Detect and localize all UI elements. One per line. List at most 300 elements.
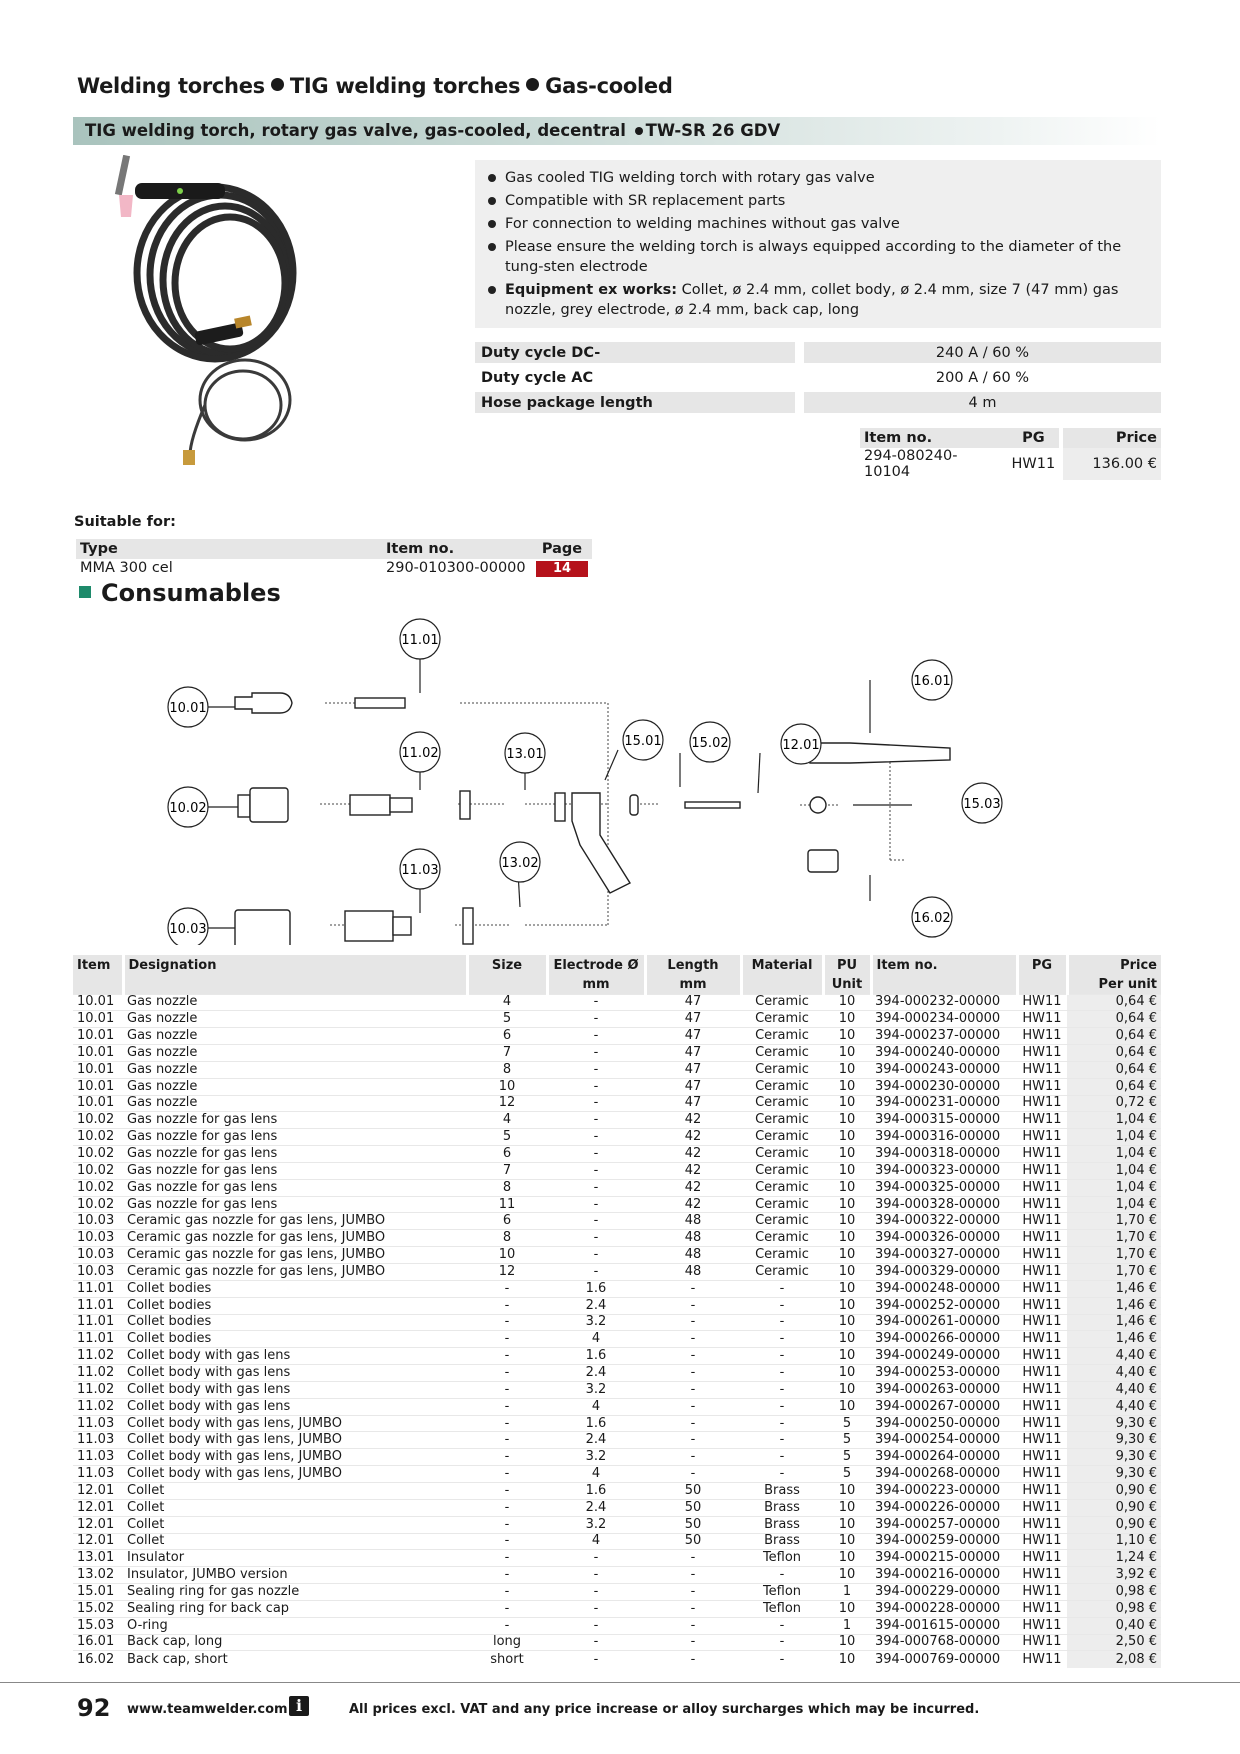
callout-bubble	[912, 660, 952, 700]
cell-length: 42	[645, 1146, 741, 1163]
col-header-price: Price	[1067, 955, 1161, 975]
table-row	[73, 1533, 1161, 1550]
cell-pg: HW11	[1017, 1331, 1067, 1348]
cell-length: 50	[645, 1482, 741, 1499]
cell-material: -	[741, 1398, 823, 1415]
feature-list	[485, 168, 1149, 320]
consumables-diagram	[160, 615, 1080, 945]
cell-item-no: 394-000327-00000	[871, 1247, 1017, 1264]
cell-size: 12	[467, 1095, 547, 1112]
cell-pg: HW11	[1017, 1213, 1067, 1230]
cell-material: -	[741, 1567, 823, 1584]
cell-length: 47	[645, 1011, 741, 1028]
cell-price: 4,40 €	[1067, 1365, 1161, 1382]
cell-pu: 10	[823, 1365, 871, 1382]
table-row	[73, 994, 1161, 1011]
cell-item-no: 394-000215-00000	[871, 1550, 1017, 1567]
cell-item-no: 394-000248-00000	[871, 1280, 1017, 1297]
table-row	[73, 1314, 1161, 1331]
cell-pu: 10	[823, 1651, 871, 1668]
cell-price: 4,40 €	[1067, 1381, 1161, 1398]
cell-pu: 10	[823, 1482, 871, 1499]
table-row	[73, 1247, 1161, 1264]
cell-material: Ceramic	[741, 1162, 823, 1179]
callout-bubble	[962, 783, 1002, 823]
table-row	[73, 1365, 1161, 1382]
cell-size: 10	[467, 1078, 547, 1095]
part-back-cap-long	[810, 743, 950, 763]
cell-length: 47	[645, 1078, 741, 1095]
order-header-pg: PG	[1008, 428, 1062, 448]
cell-pg: HW11	[1017, 1146, 1067, 1163]
cell-electrode: 1.6	[547, 1348, 645, 1365]
cell-designation: Gas nozzle	[123, 1095, 467, 1112]
cell-pu: 1	[823, 1584, 871, 1601]
cell-item: 11.01	[73, 1331, 123, 1348]
cell-electrode: 3.2	[547, 1381, 645, 1398]
cell-material: Ceramic	[741, 1095, 823, 1112]
cell-length: -	[645, 1331, 741, 1348]
cell-electrode: -	[547, 1230, 645, 1247]
cell-item: 15.01	[73, 1584, 123, 1601]
feature-item: Please ensure the welding torch is always equipped according to the diameter of the tung-sten electrode	[485, 237, 1149, 277]
cell-length: 42	[645, 1129, 741, 1146]
table-row	[73, 1499, 1161, 1516]
cell-price: 0,90 €	[1067, 1482, 1161, 1499]
website-link[interactable]: www.teamwelder.com	[127, 1702, 288, 1717]
cell-size: -	[467, 1550, 547, 1567]
cell-pu: 10	[823, 1348, 871, 1365]
cell-size: long	[467, 1634, 547, 1651]
cell-designation: Back cap, short	[123, 1651, 467, 1668]
cell-price: 0,64 €	[1067, 994, 1161, 1011]
cell-pu: 10	[823, 1129, 871, 1146]
cell-electrode: -	[547, 1095, 645, 1112]
suitable-item-number: 290-010300-00000	[386, 560, 526, 576]
spec-table	[475, 338, 1161, 417]
cell-size: 6	[467, 1213, 547, 1230]
cell-pu: 10	[823, 994, 871, 1011]
cell-price: 0,98 €	[1067, 1584, 1161, 1601]
cell-size: 5	[467, 1129, 547, 1146]
table-row	[73, 1381, 1161, 1398]
cell-length: -	[645, 1381, 741, 1398]
cell-item: 10.01	[73, 1011, 123, 1028]
cell-pu: 10	[823, 1398, 871, 1415]
cell-electrode: -	[547, 1196, 645, 1213]
section-square-icon	[79, 586, 91, 598]
cell-length: 42	[645, 1112, 741, 1129]
col-header-item: Item	[73, 955, 123, 975]
table-row	[73, 1432, 1161, 1449]
cell-item-no: 394-000316-00000	[871, 1129, 1017, 1146]
table-row	[73, 1651, 1161, 1668]
cell-item: 10.03	[73, 1247, 123, 1264]
table-row	[73, 1331, 1161, 1348]
table-row	[73, 1584, 1161, 1601]
cell-electrode: 2.4	[547, 1297, 645, 1314]
col-unit-electrode: mm	[547, 975, 645, 994]
parts-table-body	[73, 994, 1161, 1668]
cell-pu: 10	[823, 1381, 871, 1398]
cell-electrode: -	[547, 1550, 645, 1567]
cell-designation: Collet body with gas lens, JUMBO	[123, 1449, 467, 1466]
callout-bubble	[781, 724, 821, 764]
footer-divider	[0, 1682, 1240, 1683]
cell-designation: Collet bodies	[123, 1297, 467, 1314]
table-row	[73, 1617, 1161, 1634]
cell-item-no: 394-000769-00000	[871, 1651, 1017, 1668]
cell-length: -	[645, 1398, 741, 1415]
cell-item: 11.01	[73, 1280, 123, 1297]
cell-item-no: 394-000263-00000	[871, 1381, 1017, 1398]
cell-size: -	[467, 1331, 547, 1348]
callout-label: 11.01	[401, 633, 439, 648]
cell-size: 6	[467, 1028, 547, 1045]
cell-pu: 10	[823, 1196, 871, 1213]
cell-size: -	[467, 1449, 547, 1466]
cell-material: Teflon	[741, 1600, 823, 1617]
cell-designation: Gas nozzle	[123, 994, 467, 1011]
table-row	[73, 1213, 1161, 1230]
consumables-heading: Consumables	[79, 579, 281, 607]
bullet-separator-icon	[635, 127, 643, 135]
cell-price: 0,64 €	[1067, 1045, 1161, 1062]
cell-designation: Collet body with gas lens, JUMBO	[123, 1432, 467, 1449]
spec-label: Duty cycle AC	[481, 369, 594, 386]
callout-label: 10.02	[169, 801, 207, 816]
cell-size: 7	[467, 1045, 547, 1062]
cell-price: 9,30 €	[1067, 1466, 1161, 1483]
cell-item-no: 394-000229-00000	[871, 1584, 1017, 1601]
cell-pg: HW11	[1017, 1112, 1067, 1129]
callout-label: 15.01	[624, 734, 662, 749]
breadcrumb-item: Welding torches	[77, 74, 265, 98]
cell-size: -	[467, 1381, 547, 1398]
cell-pg: HW11	[1017, 1264, 1067, 1281]
cell-length: 47	[645, 1061, 741, 1078]
cell-length: -	[645, 1348, 741, 1365]
cell-electrode: -	[547, 1264, 645, 1281]
cell-size: 8	[467, 1061, 547, 1078]
cell-size: 7	[467, 1162, 547, 1179]
price-disclaimer: All prices excl. VAT and any price increase or alloy surcharges which may be incurred.	[349, 1702, 980, 1717]
cell-item-no: 394-000243-00000	[871, 1061, 1017, 1078]
cell-size: 12	[467, 1264, 547, 1281]
cell-material: Ceramic	[741, 1179, 823, 1196]
cell-item: 11.02	[73, 1365, 123, 1382]
cell-price: 1,04 €	[1067, 1179, 1161, 1196]
cell-material: -	[741, 1466, 823, 1483]
cell-price: 2,08 €	[1067, 1651, 1161, 1668]
gas-hose-end	[190, 405, 205, 455]
cell-material: -	[741, 1415, 823, 1432]
bullet-separator-icon	[526, 78, 539, 91]
part-gas-nozzle-gas-lens	[250, 788, 288, 822]
cell-electrode: -	[547, 1028, 645, 1045]
cell-item: 13.02	[73, 1567, 123, 1584]
cell-pu: 5	[823, 1466, 871, 1483]
cell-pu: 10	[823, 1045, 871, 1062]
cell-pg: HW11	[1017, 1230, 1067, 1247]
cell-pu: 10	[823, 1213, 871, 1230]
table-row	[73, 1061, 1161, 1078]
cell-item: 10.01	[73, 1095, 123, 1112]
cell-designation: Collet bodies	[123, 1331, 467, 1348]
gas-connector	[183, 450, 195, 465]
cell-pg: HW11	[1017, 1045, 1067, 1062]
cell-price: 0,64 €	[1067, 1078, 1161, 1095]
table-row	[73, 1516, 1161, 1533]
table-row	[73, 1449, 1161, 1466]
cell-price: 4,40 €	[1067, 1348, 1161, 1365]
cell-designation: Collet bodies	[123, 1280, 467, 1297]
suitable-header-item: Item no.	[382, 539, 532, 559]
cell-material: Ceramic	[741, 1011, 823, 1028]
cell-size: 4	[467, 1112, 547, 1129]
col-unit-pu: Unit	[823, 975, 871, 994]
cell-size: 8	[467, 1179, 547, 1196]
col-header-electrode: Electrode Ø	[547, 955, 645, 975]
cell-length: -	[645, 1617, 741, 1634]
cell-length: 42	[645, 1179, 741, 1196]
cell-item-no: 394-000226-00000	[871, 1499, 1017, 1516]
cell-price: 1,10 €	[1067, 1533, 1161, 1550]
col-header-length: Length	[645, 955, 741, 975]
cell-size: -	[467, 1280, 547, 1297]
cell-pg: HW11	[1017, 1499, 1067, 1516]
cell-item-no: 394-000326-00000	[871, 1230, 1017, 1247]
table-row	[73, 1600, 1161, 1617]
cell-item-no: 394-000237-00000	[871, 1028, 1017, 1045]
cell-pg: HW11	[1017, 1095, 1067, 1112]
cell-designation: Gas nozzle for gas lens	[123, 1179, 467, 1196]
table-row	[73, 1466, 1161, 1483]
callout-bubble	[505, 733, 545, 773]
cell-item-no: 394-000259-00000	[871, 1533, 1017, 1550]
cell-item-no: 394-000268-00000	[871, 1466, 1017, 1483]
table-row	[73, 1634, 1161, 1651]
cell-length: -	[645, 1314, 741, 1331]
cell-length: -	[645, 1280, 741, 1297]
callout-label: 13.01	[506, 747, 544, 762]
cell-length: -	[645, 1651, 741, 1668]
cell-size: 8	[467, 1230, 547, 1247]
spec-value: 4 m	[804, 392, 1161, 413]
cell-electrode: 3.2	[547, 1314, 645, 1331]
cell-item: 10.03	[73, 1230, 123, 1247]
col-header-item-no: Item no.	[871, 955, 1017, 975]
cell-designation: Collet body with gas lens, JUMBO	[123, 1466, 467, 1483]
cell-designation: Gas nozzle	[123, 1078, 467, 1095]
cell-material: -	[741, 1280, 823, 1297]
cell-item-no: 394-000253-00000	[871, 1365, 1017, 1382]
cell-pu: 10	[823, 1550, 871, 1567]
cell-size: -	[467, 1600, 547, 1617]
cell-pg: HW11	[1017, 1651, 1067, 1668]
cell-item-no: 394-000234-00000	[871, 1011, 1017, 1028]
cell-item: 10.03	[73, 1264, 123, 1281]
spec-value: 240 A / 60 %	[804, 342, 1161, 363]
cell-length: 42	[645, 1162, 741, 1179]
cell-material: Ceramic	[741, 1045, 823, 1062]
cell-size: -	[467, 1516, 547, 1533]
suitable-header-type: Type	[76, 539, 382, 559]
cell-item-no: 394-000228-00000	[871, 1600, 1017, 1617]
cell-price: 1,04 €	[1067, 1129, 1161, 1146]
cell-price: 9,30 €	[1067, 1415, 1161, 1432]
cell-electrode: -	[547, 1584, 645, 1601]
suitable-table	[76, 539, 592, 577]
table-row	[73, 1230, 1161, 1247]
cell-item-no: 394-000315-00000	[871, 1112, 1017, 1129]
cell-price: 1,24 €	[1067, 1550, 1161, 1567]
torch-valve-indicator	[177, 188, 183, 194]
cell-material: Brass	[741, 1516, 823, 1533]
table-row	[73, 1264, 1161, 1281]
cell-pu: 10	[823, 1533, 871, 1550]
suitable-header-page: Page	[532, 539, 592, 559]
cell-designation: O-ring	[123, 1617, 467, 1634]
part-gas-nozzle-gas-lens	[238, 795, 250, 817]
spec-value: 200 A / 60 %	[935, 369, 1030, 386]
cell-designation: Sealing ring for gas nozzle	[123, 1584, 467, 1601]
part-insulator-jumbo	[463, 908, 473, 944]
cell-item: 10.02	[73, 1112, 123, 1129]
cell-electrode: -	[547, 1651, 645, 1668]
table-row	[73, 1482, 1161, 1499]
cell-pg: HW11	[1017, 1179, 1067, 1196]
breadcrumb	[77, 74, 673, 98]
cell-electrode: 1.6	[547, 1482, 645, 1499]
cell-length: -	[645, 1432, 741, 1449]
cell-material: Ceramic	[741, 1230, 823, 1247]
cell-price: 1,04 €	[1067, 1146, 1161, 1163]
suitable-type: MMA 300 cel	[80, 560, 173, 576]
feature-list-box	[475, 160, 1161, 328]
cell-material: Ceramic	[741, 1247, 823, 1264]
cell-electrode: -	[547, 1129, 645, 1146]
cell-size: -	[467, 1567, 547, 1584]
cell-electrode: -	[547, 1112, 645, 1129]
cell-designation: Collet body with gas lens	[123, 1365, 467, 1382]
cell-pg: HW11	[1017, 1449, 1067, 1466]
cell-electrode: 1.6	[547, 1415, 645, 1432]
cell-pg: HW11	[1017, 994, 1067, 1011]
cell-price: 1,70 €	[1067, 1213, 1161, 1230]
parts-table	[73, 955, 1161, 1668]
cell-item-no: 394-000261-00000	[871, 1314, 1017, 1331]
cell-item: 16.02	[73, 1651, 123, 1668]
cell-item: 10.02	[73, 1196, 123, 1213]
cell-item-no: 394-000252-00000	[871, 1297, 1017, 1314]
cell-length: -	[645, 1415, 741, 1432]
part-collet-body-gas-lens	[390, 798, 412, 812]
cell-price: 0,40 €	[1067, 1617, 1161, 1634]
cell-pu: 10	[823, 1230, 871, 1247]
cell-material: Teflon	[741, 1584, 823, 1601]
cell-size: -	[467, 1415, 547, 1432]
cell-pg: HW11	[1017, 1365, 1067, 1382]
table-row	[73, 1179, 1161, 1196]
cell-length: 48	[645, 1213, 741, 1230]
cell-pg: HW11	[1017, 1196, 1067, 1213]
col-unit-price: Per unit	[1067, 975, 1161, 994]
col-header-pg: PG	[1017, 955, 1067, 975]
callout-label: 12.01	[782, 738, 820, 753]
cell-item: 11.03	[73, 1415, 123, 1432]
cell-pg: HW11	[1017, 1028, 1067, 1045]
cell-material: Ceramic	[741, 1196, 823, 1213]
cell-length: -	[645, 1297, 741, 1314]
cell-electrode: -	[547, 994, 645, 1011]
cell-designation: Collet body with gas lens	[123, 1348, 467, 1365]
cell-material: Ceramic	[741, 1078, 823, 1095]
cell-designation: Gas nozzle for gas lens	[123, 1162, 467, 1179]
cell-material: Ceramic	[741, 994, 823, 1011]
cell-designation: Collet	[123, 1516, 467, 1533]
cell-length: -	[645, 1634, 741, 1651]
cell-material: Ceramic	[741, 1264, 823, 1281]
callout-bubble	[912, 897, 952, 937]
cell-item: 16.01	[73, 1634, 123, 1651]
cell-pu: 10	[823, 1179, 871, 1196]
spec-label: Duty cycle DC-	[475, 342, 795, 363]
cell-item-no: 394-000267-00000	[871, 1398, 1017, 1415]
callout-label: 15.03	[963, 797, 1001, 812]
order-header-item: Item no.	[860, 428, 1008, 448]
cell-length: 50	[645, 1499, 741, 1516]
cell-price: 3,92 €	[1067, 1567, 1161, 1584]
part-torch-head	[572, 793, 630, 893]
cell-length: 47	[645, 1028, 741, 1045]
cell-electrode: 4	[547, 1466, 645, 1483]
col-header-size: Size	[467, 955, 547, 975]
cell-size: -	[467, 1314, 547, 1331]
cell-material: Ceramic	[741, 1213, 823, 1230]
cell-electrode: 2.4	[547, 1365, 645, 1382]
cell-item: 11.01	[73, 1297, 123, 1314]
cell-length: 42	[645, 1196, 741, 1213]
cell-price: 1,04 €	[1067, 1162, 1161, 1179]
cell-material: -	[741, 1617, 823, 1634]
cell-size: -	[467, 1432, 547, 1449]
cell-price: 2,50 €	[1067, 1634, 1161, 1651]
cell-item: 10.01	[73, 994, 123, 1011]
cell-pg: HW11	[1017, 1381, 1067, 1398]
cell-material: Brass	[741, 1533, 823, 1550]
cell-material: -	[741, 1314, 823, 1331]
cell-pg: HW11	[1017, 1078, 1067, 1095]
suitable-heading: Suitable for:	[74, 514, 176, 530]
cell-electrode: -	[547, 1617, 645, 1634]
cell-electrode: 4	[547, 1398, 645, 1415]
page-reference-link[interactable]: 14	[536, 561, 588, 577]
cell-electrode: -	[547, 1045, 645, 1062]
cell-material: Ceramic	[741, 1146, 823, 1163]
cell-length: -	[645, 1449, 741, 1466]
cell-size: -	[467, 1297, 547, 1314]
cell-designation: Sealing ring for back cap	[123, 1600, 467, 1617]
order-price: 136.00 €	[1061, 448, 1161, 480]
cell-pg: HW11	[1017, 1011, 1067, 1028]
cell-electrode: -	[547, 1162, 645, 1179]
power-connector-pin	[234, 315, 252, 328]
cell-pu: 10	[823, 1112, 871, 1129]
cell-price: 0,72 €	[1067, 1095, 1161, 1112]
table-row	[73, 1297, 1161, 1314]
cell-pg: HW11	[1017, 1129, 1067, 1146]
